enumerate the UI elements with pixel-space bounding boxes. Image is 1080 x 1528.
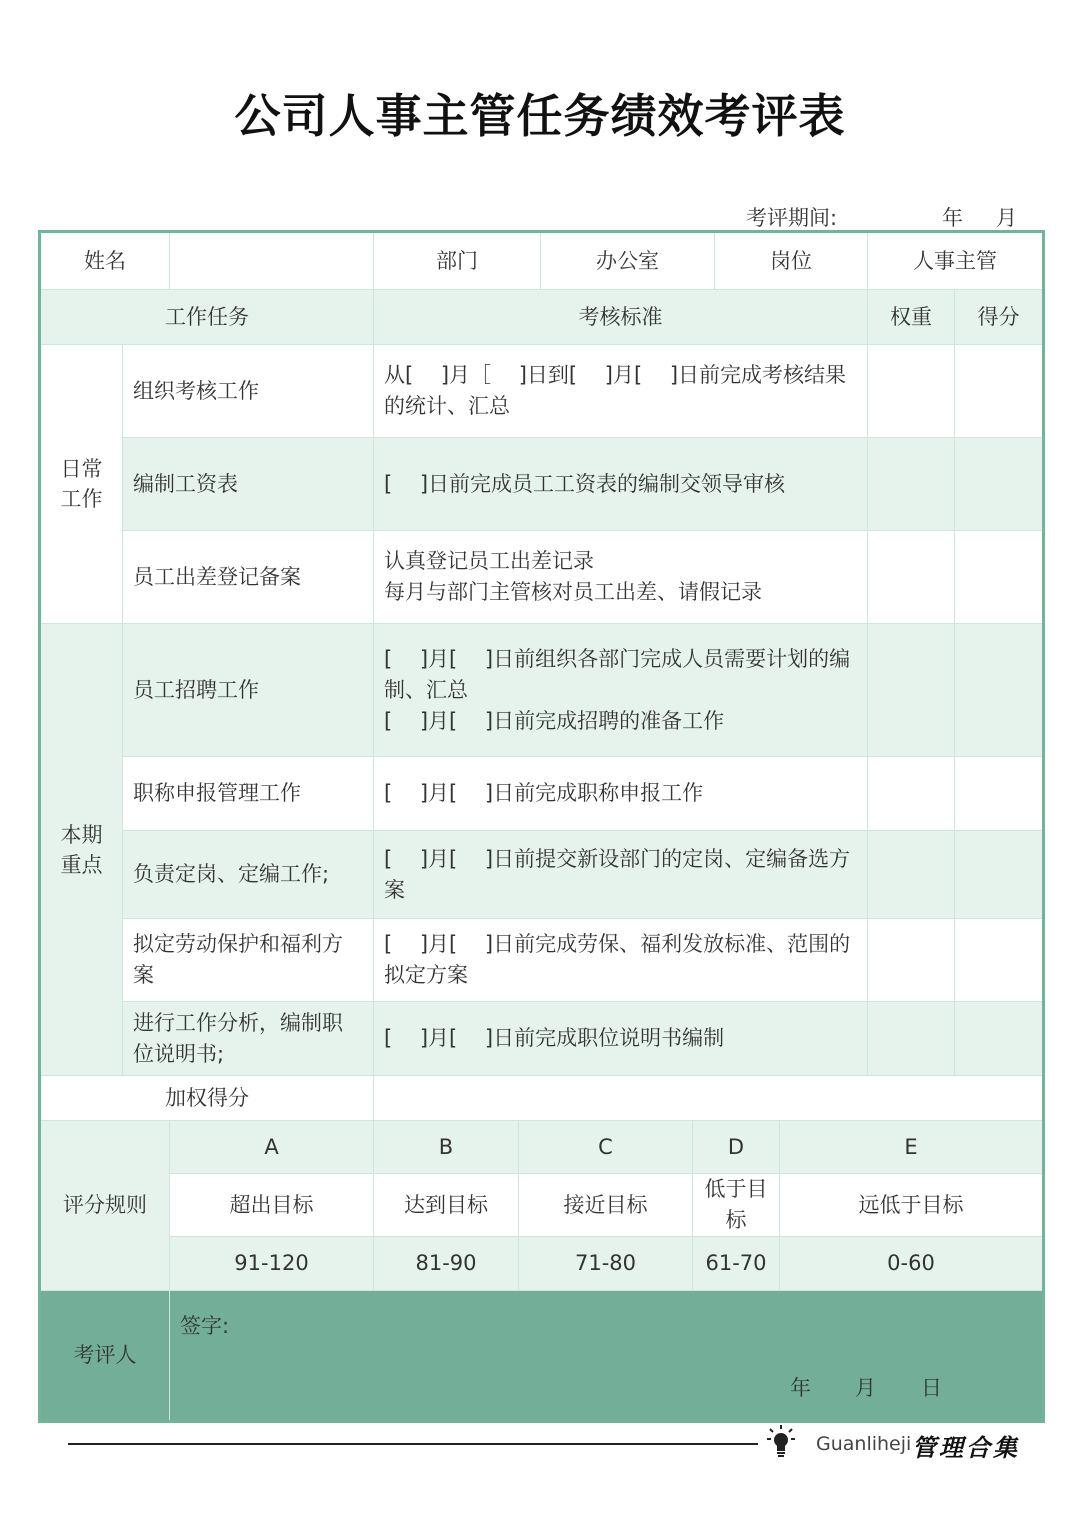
task-standard: [ ]月[ ]日前完成职称申报工作: [374, 757, 868, 831]
weight-cell[interactable]: [868, 438, 955, 531]
period-label: 考评期间:: [746, 206, 838, 230]
signature-month: 月: [855, 1376, 876, 1400]
page-title: 公司人事主管任务绩效考评表: [234, 89, 846, 143]
evaluation-table: [38, 230, 1045, 1423]
task-row: [40, 1002, 1044, 1076]
task-standard: 从[ ]月［ ]日到[ ]月[ ]日前完成考核结果的统计、汇总: [374, 345, 868, 438]
rating-description: 低于目标: [693, 1174, 780, 1237]
period-month: 月: [996, 206, 1017, 230]
task-standard: [ ]月[ ]日前提交新设部门的定岗、定编备选方案: [374, 831, 868, 919]
task-column-header: 工作任务: [40, 290, 374, 345]
position-label: 岗位: [715, 232, 868, 290]
rating-grade: C: [519, 1121, 693, 1174]
task-standard: [ ]月[ ]日前完成职位说明书编制: [374, 1002, 868, 1076]
rating-description: 超出目标: [170, 1174, 374, 1237]
task-row: [40, 624, 1044, 757]
score-cell[interactable]: [955, 1002, 1044, 1076]
score-cell[interactable]: [955, 831, 1044, 919]
rating-range: 91-120: [170, 1237, 374, 1291]
weighted-score-value[interactable]: [374, 1076, 1044, 1121]
task-name: 进行工作分析，编制职位说明书;: [123, 1002, 374, 1076]
standard-column-header: 考核标准: [374, 290, 868, 345]
task-row: [40, 919, 1044, 1002]
task-name: 组织考核工作: [123, 345, 374, 438]
rating-rules-label: 评分规则: [40, 1121, 170, 1291]
name-label: 姓名: [40, 232, 170, 290]
rating-grade: D: [693, 1121, 780, 1174]
rating-description-row: [40, 1174, 1044, 1237]
task-name: 编制工资表: [123, 438, 374, 531]
header-row: [40, 232, 1044, 290]
task-name: 员工出差登记备案: [123, 531, 374, 624]
rating-grade: E: [780, 1121, 1044, 1174]
task-standard: 认真登记员工出差记录 每月与部门主管核对员工出差、请假记录: [374, 531, 868, 624]
weight-column-header: 权重: [868, 290, 955, 345]
signature-day: 日: [921, 1376, 942, 1400]
rating-range-row: [40, 1237, 1044, 1291]
task-name: 职称申报管理工作: [123, 757, 374, 831]
weight-cell[interactable]: [868, 831, 955, 919]
task-row: [40, 438, 1044, 531]
weight-cell[interactable]: [868, 1002, 955, 1076]
score-cell[interactable]: [955, 531, 1044, 624]
task-standard: [ ]月[ ]日前完成劳保、福利发放标准、范围的拟定方案: [374, 919, 868, 1002]
rating-grade: A: [170, 1121, 374, 1174]
task-standard: [ ]月[ ]日前组织各部门完成人员需要计划的编制、汇总 [ ]月[ ]日前完成招聘的准备工作: [374, 624, 868, 757]
task-row: [40, 345, 1044, 438]
dept-value[interactable]: 办公室: [541, 232, 715, 290]
rating-grade: B: [374, 1121, 519, 1174]
task-standard: [ ]日前完成员工工资表的编制交领导审核: [374, 438, 868, 531]
signature-year: 年: [790, 1376, 811, 1400]
weight-cell[interactable]: [868, 531, 955, 624]
name-field[interactable]: [170, 232, 374, 290]
task-name: 拟定劳动保护和福利方案: [123, 919, 374, 1002]
weighted-score-label: 加权得分: [40, 1076, 374, 1121]
period-year: 年: [942, 206, 963, 230]
weighted-score-row: [40, 1076, 1044, 1121]
rating-range: 81-90: [374, 1237, 519, 1291]
score-cell[interactable]: [955, 438, 1044, 531]
weight-cell[interactable]: [868, 624, 955, 757]
score-column-header: 得分: [955, 290, 1044, 345]
signature-label: 签字:: [180, 1314, 230, 1338]
position-value[interactable]: 人事主管: [868, 232, 1044, 290]
group-focus-label: 本期 重点: [40, 624, 123, 1076]
rating-grade-row: [40, 1121, 1044, 1174]
score-cell[interactable]: [955, 345, 1044, 438]
lightbulb-icon: [766, 1424, 796, 1460]
rating-description: 达到目标: [374, 1174, 519, 1237]
rating-range: 61-70: [693, 1237, 780, 1291]
group-daily-label: 日常 工作: [40, 345, 123, 624]
rating-description: 接近目标: [519, 1174, 693, 1237]
signature-area[interactable]: [170, 1291, 1044, 1422]
weight-cell[interactable]: [868, 919, 955, 1002]
score-cell[interactable]: [955, 624, 1044, 757]
footer-brand: Guanliheji: [816, 1433, 912, 1455]
task-name: 负责定岗、定编工作;: [123, 831, 374, 919]
weight-cell[interactable]: [868, 345, 955, 438]
task-row: [40, 831, 1044, 919]
task-name: 员工招聘工作: [123, 624, 374, 757]
rating-description: 远低于目标: [780, 1174, 1044, 1237]
dept-label: 部门: [374, 232, 541, 290]
reviewer-label: 考评人: [40, 1291, 170, 1422]
signature-date: [790, 1373, 950, 1404]
footer-logo: 管理合集: [912, 1433, 1020, 1462]
weight-cell[interactable]: [868, 757, 955, 831]
rating-range: 71-80: [519, 1237, 693, 1291]
reviewer-row: [40, 1291, 1044, 1422]
footer-divider: [68, 1443, 758, 1445]
score-cell[interactable]: [955, 757, 1044, 831]
score-cell[interactable]: [955, 919, 1044, 1002]
column-header-row: [40, 290, 1044, 345]
task-row: [40, 531, 1044, 624]
task-row: [40, 757, 1044, 831]
rating-range: 0-60: [780, 1237, 1044, 1291]
